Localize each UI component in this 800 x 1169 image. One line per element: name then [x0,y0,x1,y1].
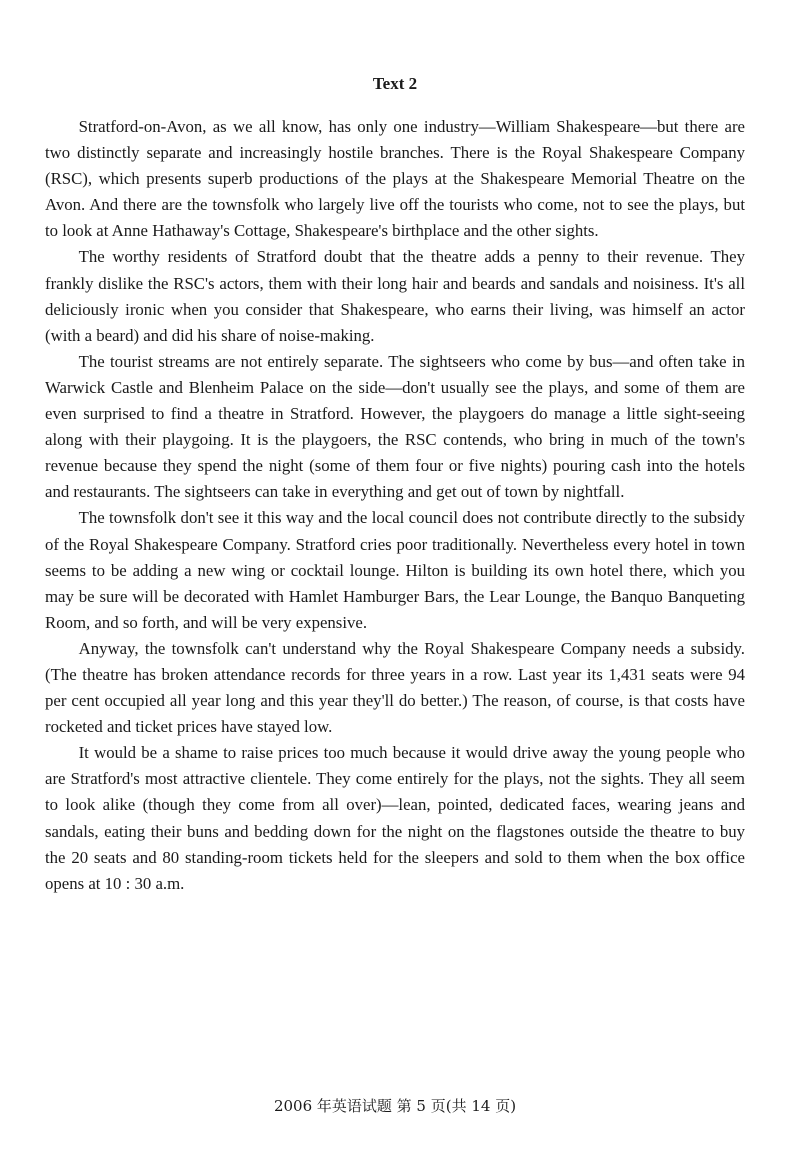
paragraph-4: The townsfolk don't see it this way and the local council does not contribute directly to the subsidy of the Royal Shakespeare Company. Stratford cries poor traditionally. Nevertheless every hotel in town seems to be adding a new wing or cocktail lounge. Hilton is building its own hotel there, which you may be sure will be decorated with Hamlet Hamburger Bars, the Lear Lounge, the Banquo Banqueting Room, and so forth, and will be very expensive. [45,508,745,632]
paragraph-6: It would be a shame to raise prices too much because it would drive away the young people who are Stratford's most attractive clientele. They come entirely for the plays, not the sights. They all seem to look alike (though they come from all over)—lean, pointed, dedicated faces, wearing jeans and sandals, eating their buns and bedding down for the night on the flagstones outside the theatre to buy the 20 seats and 80 standing-room tickets held for the sleepers and sold to them when the box office opens at 10 : 30 a.m. [45,743,745,893]
section-title: Text 2 [372,74,418,93]
page-footer: 2006 年英语试题 第 5 页(共 14 页) [273,1097,517,1115]
paragraph-1: Stratford-on-Avon, as we all know, has only one industry—William Shakespeare—but there are two distinctly separate and increasingly hostile branches. There is the Royal Shakespeare Company (RSC), which presents superb productions of the plays at the Shakespeare Memorial Theatre on the Avon. And there are the townsfolk who largely live off the tourists who come, not to see the plays, but to look at Anne Hathaway's Cottage, Shakespeare's birthplace and the other sights. [45,117,745,241]
passage-body [45,114,745,897]
paragraph-5: Anyway, the townsfolk can't understand why the Royal Shakespeare Company needs a subsidy. (The theatre has broken attendance records for three years in a row. Last year its 1,431 seats were 94 per cent occupied all year long and this year they'll do better.) The reason, of course, is that costs have rocketed and ticket prices have stayed low. [45,638,745,737]
paragraph-2: The worthy residents of Stratford doubt that the theatre adds a penny to their revenue. They frankly dislike the RSC's actors, them with their long hair and beards and sandals and noisiness. It's all deliciously ironic when you consider that Shakespeare, who earns their living, was himself an actor (with a beard) and did his share of noise-making. [45,247,745,345]
exam-page [45,0,745,1169]
paragraph-3: The tourist streams are not entirely separate. The sightseers who come by bus—and often take in Warwick Castle and Blenheim Palace on the side—don't usually see the plays, and some of them are even surprised to find a theatre in Stratford. However, the playgoers do manage a little sight-seeing along with their playgoing. It is the playgoers, the RSC contends, who bring in much of the town's revenue because they spend the night (some of them four or five nights) pouring cash into the hotels and restaurants. The sightseers can take in everything and get out of town by nightfall. [45,351,745,502]
